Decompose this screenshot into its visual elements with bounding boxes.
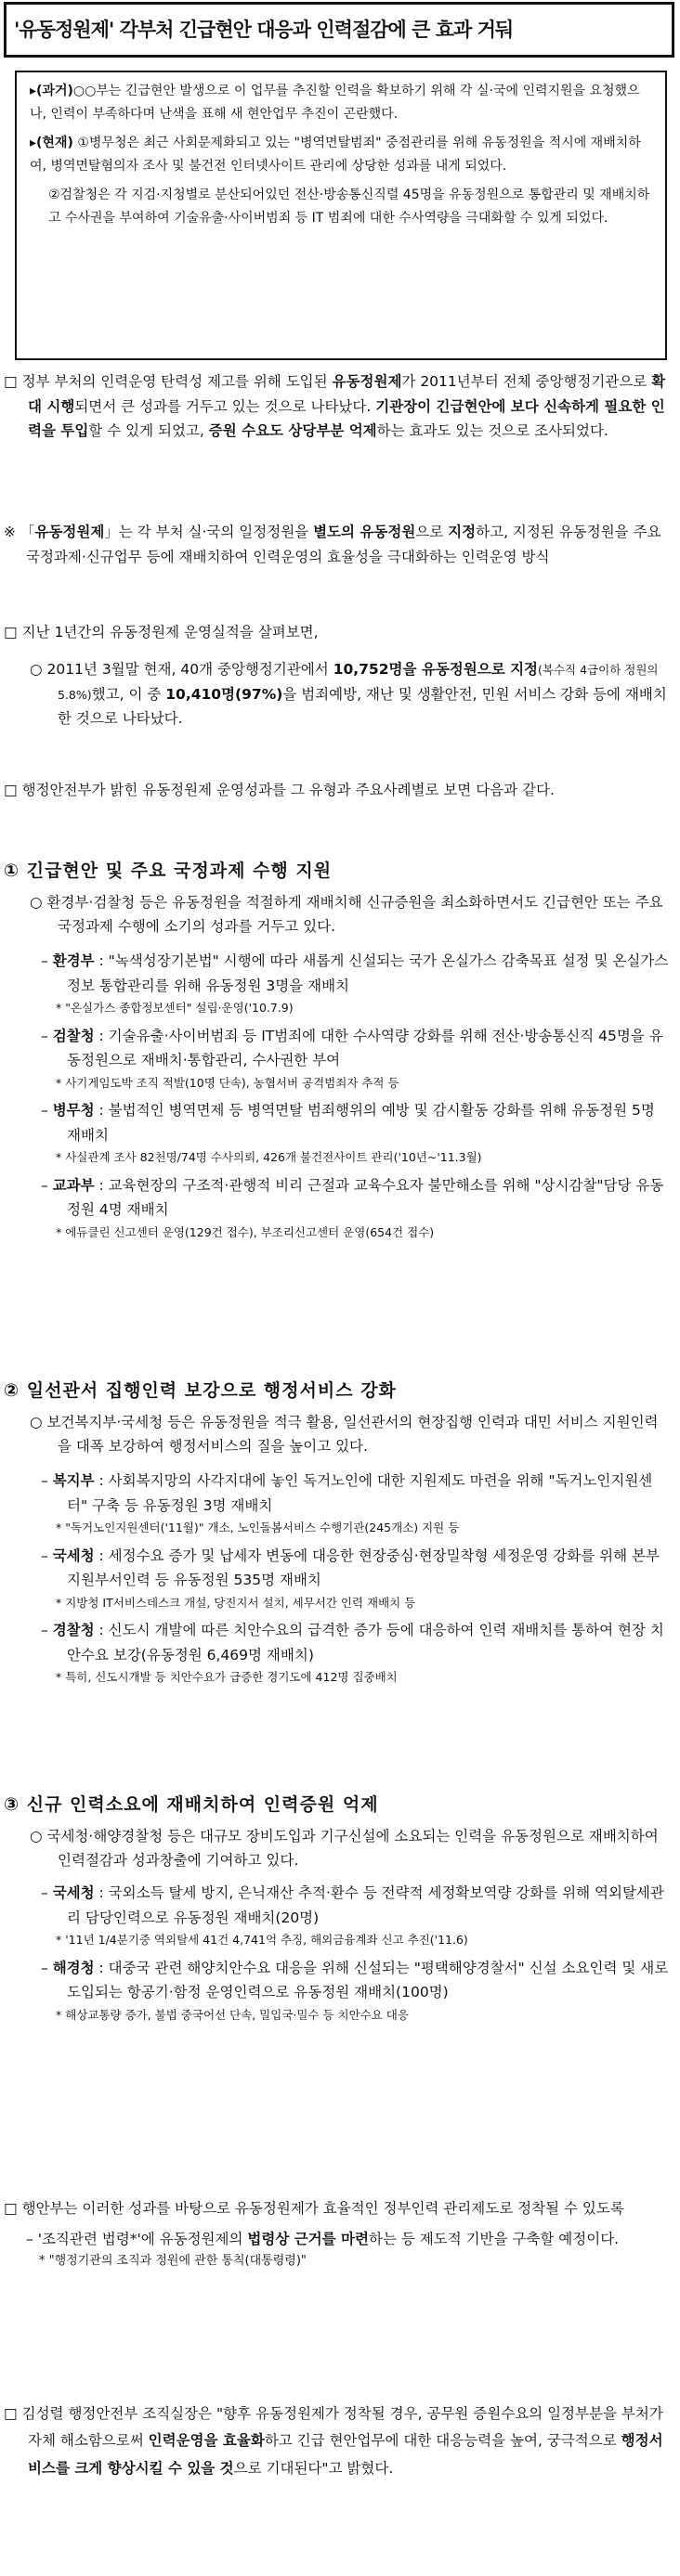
section-lead: [0, 1824, 680, 1873]
text: : 사회복지망의 사각지대에 놓인 독거노인에 대한 지원제도 마련을 위해 "독거노인지원센터" 구축 등 유동정원 3명 재배치: [67, 1471, 653, 1514]
now-label: (현재): [36, 135, 73, 150]
closing-paragraph: [0, 2196, 680, 2221]
dash-icon: –: [41, 1959, 48, 1976]
section-2: [0, 1376, 680, 1688]
dash-icon: –: [41, 1102, 48, 1120]
text: : 국외소득 탈세 방지, 은닉재산 추적·환수 등 전략적 세정확보역량 강화를 위해 역외탈세관리 담당인력으로 유동정원 재배치(20명): [67, 1883, 664, 1926]
text: 으로 기대된다"고 밝혔다.: [233, 2459, 394, 2477]
list-item: [0, 1544, 680, 1593]
list-item: [0, 949, 680, 998]
org-name: 국세청: [52, 1883, 95, 1901]
text: 행정안전부가 밝힌 유동정원제 운영성과를 그 유형과 주요사례별로 보면 다음과 같다.: [21, 782, 555, 798]
text: 유동정원제: [34, 524, 105, 540]
text: 환경부·검찰청 등은 유동정원을 적절하게 재배치해 신규증원을 최소화하면서도 긴급현안 또는 주요 국정과제 수행에 소기의 성과를 거두고 있다.: [46, 893, 663, 936]
dash-icon: –: [41, 1471, 48, 1489]
item-note: * 사기게임도박 조직 적발(10명 단속), 농협서버 공격범죄자 추적 등: [56, 1075, 399, 1090]
text: 기관장이 긴급현안에 보다 신속하게 필요한 인력을 투입: [28, 397, 665, 440]
section-number: ②: [4, 1380, 20, 1401]
org-name: 해경청: [52, 1959, 95, 1976]
text: 10,410명(97%): [165, 685, 283, 703]
dash-icon: –: [41, 1027, 48, 1044]
dash-icon: –: [41, 1622, 48, 1639]
org-name: 경찰청: [52, 1622, 95, 1639]
section-title: 긴급현안 및 주요 국정과제 수행 지원: [26, 861, 333, 881]
text: 증원 수요도 상당부분 억제: [208, 422, 377, 440]
text: 2011년 3월말 현재, 40개 중앙행정기관에서: [46, 661, 333, 678]
past-label: (과거): [36, 84, 73, 98]
list-item: [0, 1173, 680, 1223]
section-title: 신규 인력소요에 재배치하여 인력증원 억제: [26, 1794, 379, 1815]
text: : "녹색성장기본법" 시행에 따라 새롭게 신설되는 국가 온실가스 감축목표 설정 및 온실가스정보 통합관리를 위해 유동정원 3명을 재배치: [67, 951, 669, 994]
summary-box: [15, 71, 667, 360]
item-note: * 지방청 IT서비스데스크 개설, 당진지서 설치, 세무서간 인력 재배치 등: [56, 1595, 416, 1610]
text: 유동정원제: [332, 373, 402, 390]
square-bullet-icon: □: [4, 2200, 18, 2217]
text: 「: [20, 524, 35, 540]
square-bullet-icon: □: [4, 2405, 18, 2422]
section-heading: [0, 856, 680, 887]
text: : 신도시 개발에 따른 치안수요의 급격한 증가 등에 대응하여 인력 재배치를 통하여 현장 치안수요 보강(유동정원 6,469명 재배치): [67, 1622, 664, 1663]
list-item: [0, 1881, 680, 1930]
section-lead: [0, 890, 680, 939]
page-title: '유동정원제' 각부처 긴급현안 대응과 인력절감에 큰 효과 거둬: [4, 2, 674, 58]
text: : 불법적인 병역면제 등 병역면탈 범죄행위의 예방 및 감시활동 강화를 위해 유동정원 5명 재배치: [67, 1102, 655, 1144]
text: 하고, 지정된 유동정원을 주요국정과제·신규업무 등에 재배치하여 인력운영의 효율성을 극대화하는 인력운영 방식: [26, 524, 661, 565]
text: 지난 1년간의 유동정원제 운영실적을 살펴보면,: [21, 624, 319, 641]
section-3: [0, 1790, 680, 2025]
org-name: 복지부: [52, 1471, 95, 1489]
text: : 대중국 관련 해양치안수요 대응을 위해 신설되는 "평택해양경찰서" 신설 소요인력 및 새로 도입되는 항공기·함정 운영인력으로 유동정원 재배치(100명): [67, 1959, 669, 2001]
text: 을 범죄예방, 재난 및 생활안전, 민원 서비스 강화 등에 재배치한 것으로 나타났다.: [58, 685, 667, 728]
org-name: 환경부: [52, 951, 95, 969]
square-bullet-icon: □: [4, 624, 18, 641]
square-bullet-icon: □: [4, 373, 18, 390]
dash-icon: –: [26, 2230, 33, 2247]
now-text-1: ①병무청은 최근 사회문제화되고 있는 "병역면탈범죄" 중점관리를 위해 유동정원을 적시에 재배치하여, 병역면탈혐의자 조사 및 불건전 인터넷사이트 관리에 상당한 성과를 내게 되었다.: [30, 135, 641, 174]
dash-icon: –: [41, 1547, 48, 1564]
square-bullet-icon: □: [4, 782, 18, 798]
text: 」는 각 부처 실·국의 일정정원을: [104, 524, 314, 540]
section-heading: [0, 1376, 680, 1406]
text: 할 수 있게 되었고,: [88, 422, 209, 440]
item-note: * 특히, 신도시개발 등 치안수요가 급증한 경기도에 412명 집중배치: [56, 1670, 398, 1685]
text: 법령상 근거를 마련: [247, 2230, 369, 2247]
section-lead: [0, 1410, 680, 1459]
legal-basis-note: * "행정기관의 조직과 정원에 관한 통칙(대통령령)": [39, 2254, 307, 2269]
text: 10,752명을 유동정원으로 지정: [333, 661, 539, 678]
types-intro: [0, 778, 680, 803]
text: 정부 부처의 인력운영 탄력성 제고를 위해 도입된: [21, 373, 333, 390]
circle-bullet-icon: ○: [30, 893, 43, 911]
arrow-icon: ▸: [30, 84, 37, 98]
list-item: [0, 1098, 680, 1147]
stats-paragraph: [0, 657, 680, 731]
legal-basis-item: [0, 2227, 680, 2252]
org-name: 교과부: [52, 1176, 95, 1194]
arrow-icon: ▸: [30, 135, 37, 150]
summary-past: [30, 80, 652, 126]
text: : 기술유출·사이버범죄 등 IT범죄에 대한 수사역량 강화를 위해 전산·방송통신직 45명을 유동정원으로 재배치·통합관리, 수사권한 부여: [67, 1027, 663, 1069]
dash-icon: –: [41, 951, 48, 969]
text: : 교육현장의 구조적·관행적 비리 근절과 교육수요자 불만해소를 위해 "상시감찰"담당 유동정원 4명 재배치: [67, 1176, 664, 1219]
text: 보건복지부·국세청 등은 유동정원을 적극 활용, 일선관서의 현장집행 인력과 대민 서비스 지원인력을 대폭 보강하여 행정서비스의 질을 높이고 있다.: [46, 1413, 659, 1456]
stats-block: [0, 657, 680, 731]
org-name: 검찰청: [52, 1027, 95, 1044]
now-text-2: ②검찰청은 각 지검·지청별로 분산되어있던 전산·방송통신직렬 45명을 유동정원으로 통합관리 및 재배치하고 수사권을 부여하여 기술유출·사이버범죄 등 IT 범죄에 대한 수사역량을 극대화할 수 있게 되었다.: [48, 187, 650, 226]
circle-bullet-icon: ○: [30, 1413, 43, 1430]
item-note: * "온실가스 종합정보센터" 설립·운영('10.7.9): [56, 1001, 294, 1016]
list-item: [0, 1618, 680, 1667]
text: 하는 효과도 있는 것으로 조사되었다.: [376, 422, 608, 440]
definition-paragraph: [0, 520, 680, 569]
section-heading: [0, 1790, 680, 1820]
text: 되면서 큰 성과를 거두고 있는 것으로 나타났다.: [74, 397, 376, 415]
item-note: * 에듀클린 신고센터 운영(129건 접수), 부조리신고센터 운영(654건 접수): [56, 1224, 435, 1239]
item-note: * 사실관계 조사 82천명/74명 수사의뢰, 426개 불건전사이트 관리('10년~'11.3월): [56, 1150, 482, 1165]
section-1: [0, 856, 680, 1242]
text: 가 2011년부터 전체 중앙행정기관으로: [401, 373, 652, 390]
text: 지정: [448, 524, 477, 540]
intro-block-3: [0, 778, 680, 803]
org-name: 병무청: [52, 1102, 95, 1120]
past-text: ○○부는 긴급현안 발생으로 이 업무를 추진할 인력을 확보하기 위해 각 실·국에 인력지원을 요청했으나, 인력이 부족하다며 난색을 표해 새 현안업무 추진이 곤란했다.: [30, 84, 640, 122]
text: 김성렬 행정안전부 조직실장은 "향후 유동정원제가 정착될 경우, 공무원 증원수요의 일정부분을 부처가 자체 해소함으로써: [21, 2405, 663, 2450]
performance-intro: [0, 620, 680, 645]
text: 확대 시행: [28, 373, 666, 415]
quote-block: [0, 2401, 680, 2482]
org-name: 국세청: [52, 1547, 95, 1564]
circle-bullet-icon: ○: [30, 1827, 43, 1845]
text: 국세청·해양경찰청 등은 대규모 장비도입과 기구신설에 소요되는 인력을 유동정원으로 재배치하여 인력절감과 성과창출에 기여하고 있다.: [46, 1827, 659, 1870]
text: 했고, 이 중: [91, 685, 166, 703]
intro-block-1: [0, 369, 680, 444]
text: 별도의 유동정원: [313, 524, 416, 540]
text: (복수직 4급이하 정원의 5.8%): [58, 663, 659, 702]
section-number: ③: [4, 1794, 20, 1815]
text: 으로: [415, 524, 449, 540]
item-note: * 해상교통량 증가, 불법 중국어선 단속, 밀입국·밀수 등 치안수요 대응: [56, 2007, 409, 2022]
dash-icon: –: [41, 1883, 48, 1901]
circle-bullet-icon: ○: [30, 661, 43, 678]
note-mark-icon: ※: [4, 524, 16, 540]
section-title: 일선관서 집행인력 보강으로 행정서비스 강화: [26, 1380, 397, 1401]
item-note: * '11년 1/4분기중 역외탈세 41건 4,741억 추징, 해외금융계좌 신고 추진('11.6): [56, 1933, 468, 1948]
definition-note: [0, 520, 680, 569]
intro-block-2: [0, 620, 680, 645]
text: 행정서비스를 크게 향상시킬 수 있을 것: [28, 2432, 663, 2477]
list-item: [0, 1956, 680, 2005]
text: 인력운영을 효율화: [148, 2432, 265, 2450]
text: 하고 긴급 현안업무에 대한 대응능력을 높여, 궁극적으로: [264, 2432, 621, 2450]
item-note: * "독거노인지원센터('11월)" 개소, 노인돌봄서비스 수행기관(245개소) 지원 등: [56, 1521, 460, 1535]
section-number: ①: [4, 861, 20, 881]
summary-now: [30, 132, 652, 178]
text: 하는 등 제도적 기반을 구축할 예정이다.: [368, 2230, 620, 2247]
text: '조직관련 법령*'에 유동정원제의: [37, 2230, 248, 2247]
dash-icon: –: [41, 1176, 48, 1194]
closing-block: [0, 2196, 680, 2272]
text: 행안부는 이러한 성과를 바탕으로 유동정원제가 효율적인 정부인력 관리제도로 정착될 수 있도록: [21, 2200, 624, 2217]
list-item: [0, 1024, 680, 1073]
quote-paragraph: [0, 2401, 680, 2482]
text: : 세정수요 증가 및 납세자 변동에 대응한 현장중심·현장밀착형 세정운영 강화를 위해 본부 지원부서인력 등 유동정원 535명 재배치: [67, 1547, 660, 1589]
intro-paragraph: [0, 369, 680, 444]
list-item: [0, 1469, 680, 1518]
